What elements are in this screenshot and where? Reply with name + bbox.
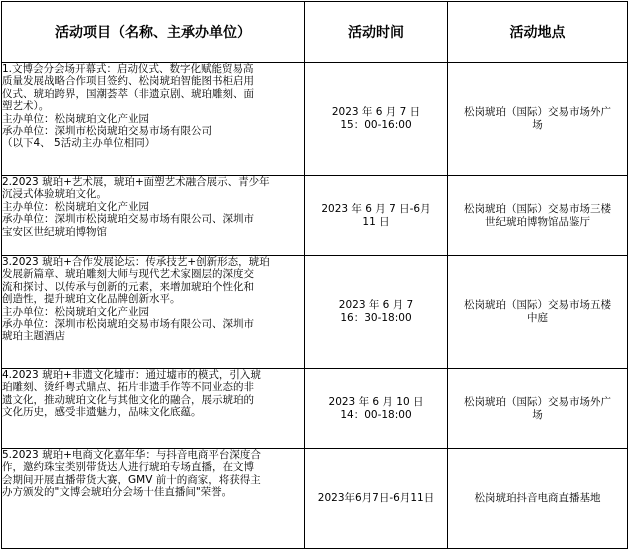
project-line: 塑艺术）。 [2, 100, 50, 113]
project-line: 创造性，提升琥珀文化品牌创新水平。 [2, 293, 181, 306]
project-line: 4.2023 琥珀+非遗文化墟市：通过墟市的模式，引入琥 [2, 369, 261, 381]
activity-place-cell [448, 256, 628, 369]
place-line: 场 [532, 119, 543, 131]
table-row [2, 369, 628, 449]
activity-time-cell [305, 449, 448, 549]
table-row [2, 256, 628, 369]
project-line: 宝安区世纪琥珀博物馆 [2, 225, 107, 238]
time-line: 14：00-18:00 [340, 408, 412, 421]
project-line: （以下4、 5活动主办单位相同） [2, 137, 156, 150]
activity-time-cell [305, 63, 448, 176]
activity-time-cell [305, 256, 448, 369]
project-line: 流和探讨、以传承与创新的元素，来增加琥珀个性化和 [2, 280, 254, 293]
activity-project-cell [2, 176, 305, 256]
place-line: 松岗琥珀（国际）交易市场三楼 [464, 202, 611, 215]
project-line: 3.2023 琥珀+合作发展论坛：传承技艺+创新形态，琥珀 [2, 256, 270, 268]
place-line: 松岗琥珀（国际）交易市场外广 [464, 395, 611, 408]
place-line: 松岗琥珀（国际）交易市场外广 [464, 106, 611, 118]
table-row [2, 176, 628, 256]
header-row [2, 2, 628, 63]
project-line: 发展新篇章、琥珀雕刻大师与现代艺术家圈层的深度交 [2, 268, 254, 281]
project-line: 主办单位：松岗琥珀文化产业园 [2, 112, 149, 125]
project-line: 承办单位：深圳市松岗琥珀交易市场有限公司、深圳市 [2, 318, 254, 331]
project-line: 2.2023 琥珀+艺术展，琥珀+面塑艺术融合展示、青少年 [2, 176, 270, 188]
place-line: 松岗琥珀（国际）交易市场五楼 [464, 299, 611, 311]
project-line: 会期间开展直播带货大赛，GMV 前十的商家，将获得主 [2, 473, 261, 486]
project-line: 作，邀约珠宝类别带货达人进行琥珀专场直播，在文博 [2, 461, 254, 474]
time-line: 2023年6月7日-6月11日 [317, 492, 435, 504]
activity-place-cell [448, 176, 628, 256]
project-line: 办方颁发的"文博会琥珀分会场十佳直播间"荣誉。 [2, 486, 233, 499]
place-line: 场 [532, 408, 543, 421]
time-line: 2023 年 6 月 7 日-6月 [321, 202, 431, 215]
table-row [2, 449, 628, 549]
activity-place-cell [448, 449, 628, 549]
project-line: 文化历史，感受非遗魅力，品味文化底蕴。 [2, 406, 202, 419]
project-line: 承办单位：深圳市松岗琥珀交易市场有限公司 [2, 125, 212, 138]
header-time: 活动时间 [305, 2, 448, 63]
activity-project-cell [2, 63, 305, 176]
table-row [2, 63, 628, 176]
project-line: 质量发展战略合作项目签约、松岗琥珀智能图书柜启用 [2, 75, 254, 88]
activity-time-cell [305, 176, 448, 256]
activity-project-cell [2, 369, 305, 449]
activity-place-cell [448, 63, 628, 176]
project-line: 琥珀主题酒店 [2, 330, 65, 343]
activity-place-cell [448, 369, 628, 449]
activity-time-cell [305, 369, 448, 449]
place-line: 世纪琥珀博物馆品鉴厅 [485, 215, 590, 228]
time-line: 2023 年 6 月 7 [338, 299, 414, 311]
activity-project-cell [2, 449, 305, 549]
activity-schedule-table [1, 1, 628, 549]
project-line: 珀雕刻、烫纤粤式鼎点、拓片非遗手作等不同业态的非 [2, 381, 254, 394]
time-line: 2023 年 6 月 7 日 [331, 106, 421, 118]
activity-project-cell [2, 256, 305, 369]
time-line: 11 日 [362, 215, 390, 228]
project-line: 主办单位：松岗琥珀文化产业园 [2, 305, 149, 318]
project-line: 遗文化，推动琥珀文化与其他文化的融合，展示琥珀的 [2, 393, 254, 406]
project-line: 承办单位：深圳市松岗琥珀交易市场有限公司、深圳市 [2, 213, 254, 226]
place-line: 中庭 [527, 312, 548, 324]
project-line: 1.文博会分会场开幕式：启动仪式、数字化赋能贸易高 [2, 63, 254, 75]
header-project: 活动项目（名称、主承办单位） [2, 2, 305, 63]
time-line: 16：30-18:00 [340, 312, 412, 324]
place-line: 松岗琥珀抖音电商直播基地 [474, 492, 601, 504]
project-line: 5.2023 琥珀+电商文化嘉年华：与抖音电商平台深度合 [2, 449, 261, 461]
project-line: 仪式、琥珀跨界，国潮荟萃（非遗京剧、琥珀雕刻、面 [2, 87, 254, 100]
project-line: 沉浸式体验琥珀文化。 [2, 188, 107, 201]
project-line: 主办单位：松岗琥珀文化产业园 [2, 200, 149, 213]
time-line: 2023 年 6 月 10 日 [328, 395, 424, 408]
time-line: 15：00-16:00 [340, 119, 412, 131]
header-place: 活动地点 [448, 2, 628, 63]
